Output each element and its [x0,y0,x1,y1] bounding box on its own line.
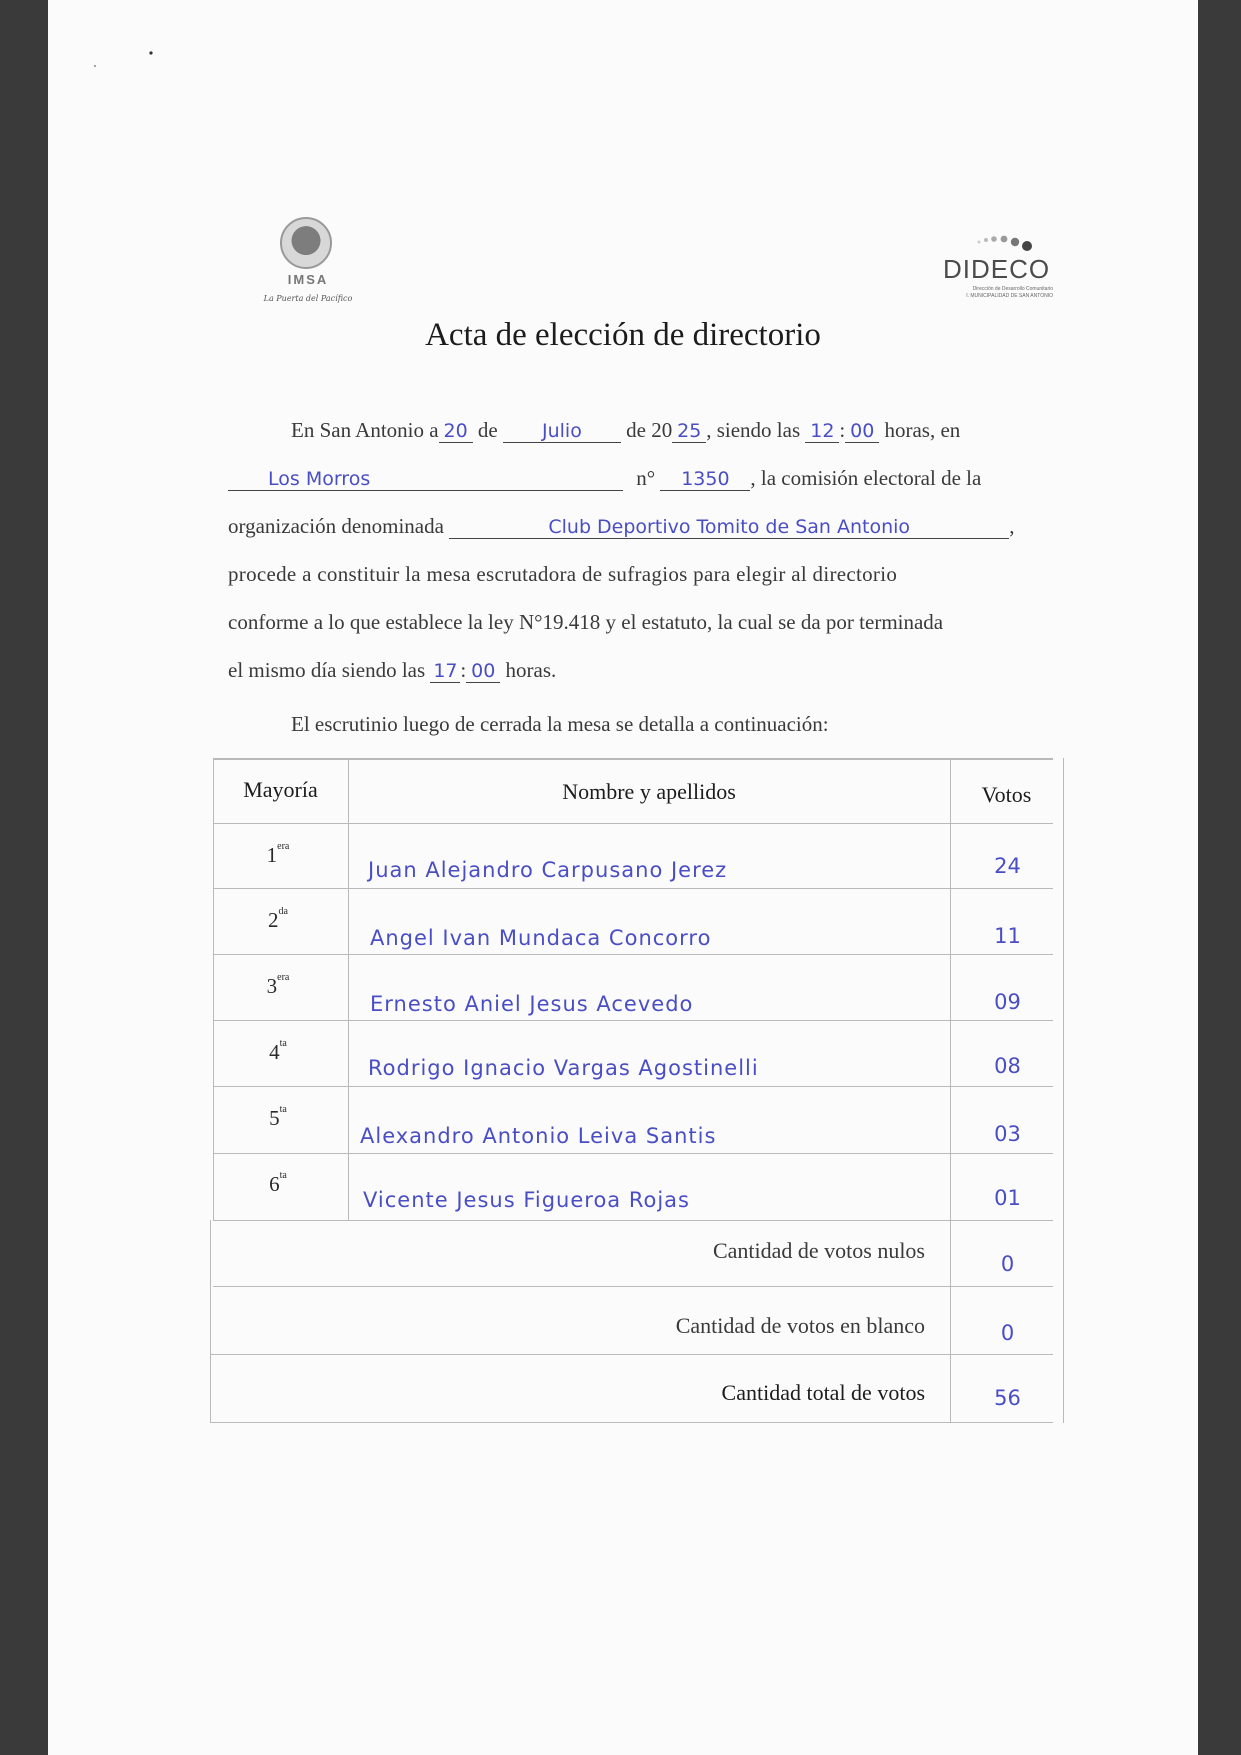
dideco-subtitle-2: I. MUNICIPALIDAD DE SAN ANTONIO [966,293,1053,299]
fill-number: 1350 [660,468,750,491]
table-row-1-name: Juan Alejandro Carpusano Jerez [368,858,728,882]
fill-street: Los Morros [228,468,623,491]
text-comma: , [1009,514,1015,538]
table-row-5-rank: $5^{ta}$ [269,1104,287,1130]
dideco-name: DIDECO [943,254,1051,284]
fill-year: 25 [672,420,706,443]
imsa-logo [228,212,388,312]
header-votes: Votos [981,782,1032,807]
text-colon-2: : [460,658,467,682]
table-row-6-name: Vicente Jesus Figueroa Rojas [363,1188,690,1212]
fill-hour-start: 12 [805,420,839,443]
paragraph-line-3 [228,514,1063,539]
summary-nulos-label: Cantidad de votos nulos [712,1238,925,1263]
table-row-3-votes: 09 [994,990,1021,1014]
text-horas-en: horas, en [884,418,961,442]
dideco-subtitle-1: Dirección de Desarrollo Comunitario [972,286,1053,292]
text-de-1: de [477,418,498,442]
results-table [208,758,1053,1423]
table-row-4-votes: 08 [994,1054,1021,1078]
summary-blanco-value: 0 [1000,1321,1015,1345]
table-row-4-name: Rodrigo Ignacio Vargas Agostinelli [368,1056,759,1080]
dideco-dots-icon [975,232,1035,252]
text-n: n° [636,466,656,490]
table-row-3-rank: $3^{era}$ [266,972,290,998]
text-horas: horas. [505,658,557,682]
scan-specks [88,40,168,80]
table-row-1-votes: 24 [994,854,1021,878]
table-row-3-name: Ernesto Aniel Jesus Acevedo [370,992,694,1016]
paragraph-line-5: conforme a lo que establece la ley N°19.418 y el estatuto, la cual se da por terminada [228,610,944,634]
text-mismo-dia: el mismo día siendo las [228,658,426,682]
table-row-2-votes: 11 [994,924,1021,948]
summary-total-label: Cantidad total de votos [721,1380,925,1405]
text-comision: , la comisión electoral de la [750,466,982,490]
table-row-2-rank: $2^{da}$ [268,906,288,932]
fill-organization: Club Deportivo Tomito de San Antonio [449,516,1009,539]
summary-total-value: 56 [994,1386,1021,1410]
fill-hour-end: 17 [430,660,460,683]
paragraph-line-2 [228,466,1063,491]
dideco-logo [943,230,1093,310]
summary-blanco-label: Cantidad de votos en blanco [675,1313,925,1338]
text-en-san-antonio: En San Antonio a [291,418,439,442]
table-row-2-name: Angel Ivan Mundaca Concorro [370,926,712,950]
paragraph-line-1 [228,418,1063,443]
imsa-motto: La Puerta del Pacífico [263,294,353,303]
imsa-seal-icon [280,217,332,269]
text-organizacion: organización denominada [228,514,444,538]
paragraph-line-4: procede a constituir la mesa escrutadora de sufragios para elegir al directorio [228,562,898,586]
fill-day: 20 [439,420,473,443]
fill-month: Julio [503,420,621,443]
table-row-4-rank: $4^{ta}$ [269,1038,287,1064]
summary-nulos-value: 0 [1000,1252,1015,1276]
table-row-5-votes: 03 [994,1122,1021,1146]
paragraph-line-6 [228,658,1063,683]
text-de-2: de 20 [626,418,673,442]
table-row-6-rank: $6^{ta}$ [269,1170,287,1196]
table-row-1-rank: $1^{era}$ [266,841,290,867]
page-title: Acta de elección de directorio [425,317,821,353]
document-page [48,0,1198,1755]
text-colon-1: : [839,418,846,442]
imsa-abbr: IMSA [287,272,329,287]
escrutinio-intro: El escrutinio luego de cerrada la mesa se detalla a continuación: [291,712,829,736]
fill-min-end: 00 [466,660,500,683]
table-row-6-votes: 01 [994,1186,1021,1210]
text-siendo: , siendo las [706,418,801,442]
fill-min-start: 00 [845,420,879,443]
header-name: Nombre y apellidos [562,779,736,804]
header-rank: Mayoría [243,777,318,802]
table-row-5-name: Alexandro Antonio Leiva Santis [360,1124,717,1148]
